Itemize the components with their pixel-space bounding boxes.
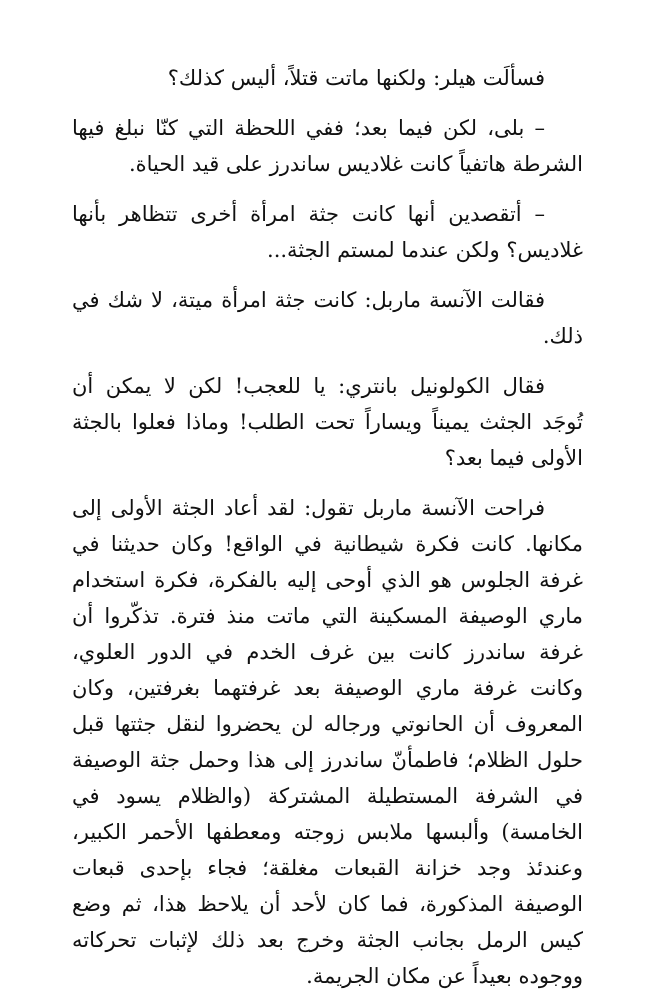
paragraph-reply-alive: – بلى، لكن فيما بعد؛ ففي اللحظة التي كنّا نبلغ فيها الشرطة هاتفياً كانت غلاديس ساندرز على قيد الحياة.: [72, 116, 583, 176]
paragraph-another-woman: – أتقصدين أنها كانت جثة امرأة أخرى تتظاهر بأنها غلاديس؟ ولكن عندما لمستم الجثة...: [72, 202, 583, 262]
paragraph-question-hiller: فسألَت هيلر: ولكنها ماتت قتلاً، أليس كذلك؟: [167, 66, 545, 90]
paragraph-dead-woman: فقالت الآنسة ماربل: كانت جثة امرأة ميتة، لا شك في ذلك.: [72, 288, 583, 348]
paragraph-miss-marple-explanation: فراحت الآنسة ماربل تقول: لقد أعاد الجثة الأولى إلى مكانها. كانت فكرة شيطانية في الواقع! وكان حديثنا في غرفة الجلوس هو الذي أوحى إليه بالفكرة، فكرة استخدام ماري الوصيفة المسكينة التي ماتت منذ فترة. تذكّروا أن غرفة ساندرز كانت بين غرف الخدم في الدور العلوي، وكانت غرفة ماري الوصيفة بعد غرفتهما بغرفتين، وكان المعروف أن الحانوتي ورجاله لن يحضروا لنقل جثتها قبل حلول الظلام؛ فاطمأنّ ساندرز إلى هذا وحمل جثة الوصيفة في الشرفة المستطيلة المشتركة (والظلام يسود في الخامسة) وألبسها ملابس زوجته ومعطفها الأحمر الكبير، وعندئذ وجد خزانة القبعات مغلقة؛ فجاء بإحدى قبعات الوصيفة المذكورة، فما كان لأحد أن يلاحظ هذا، ثم وضع كيس الرمل بجانب الجثة وخرج بعد ذلك لإثبات تحركاته ووجوده بعيداً عن مكان الجريمة.: [72, 496, 583, 988]
paragraph-colonel-bantry: فقال الكولونيل بانتري: يا للعجب! لكن لا يمكن أن تُوجَد الجثث يميناً ويساراً تحت الطلب! وماذا فعلوا بالجثة الأولى فيما بعد؟: [72, 374, 583, 470]
